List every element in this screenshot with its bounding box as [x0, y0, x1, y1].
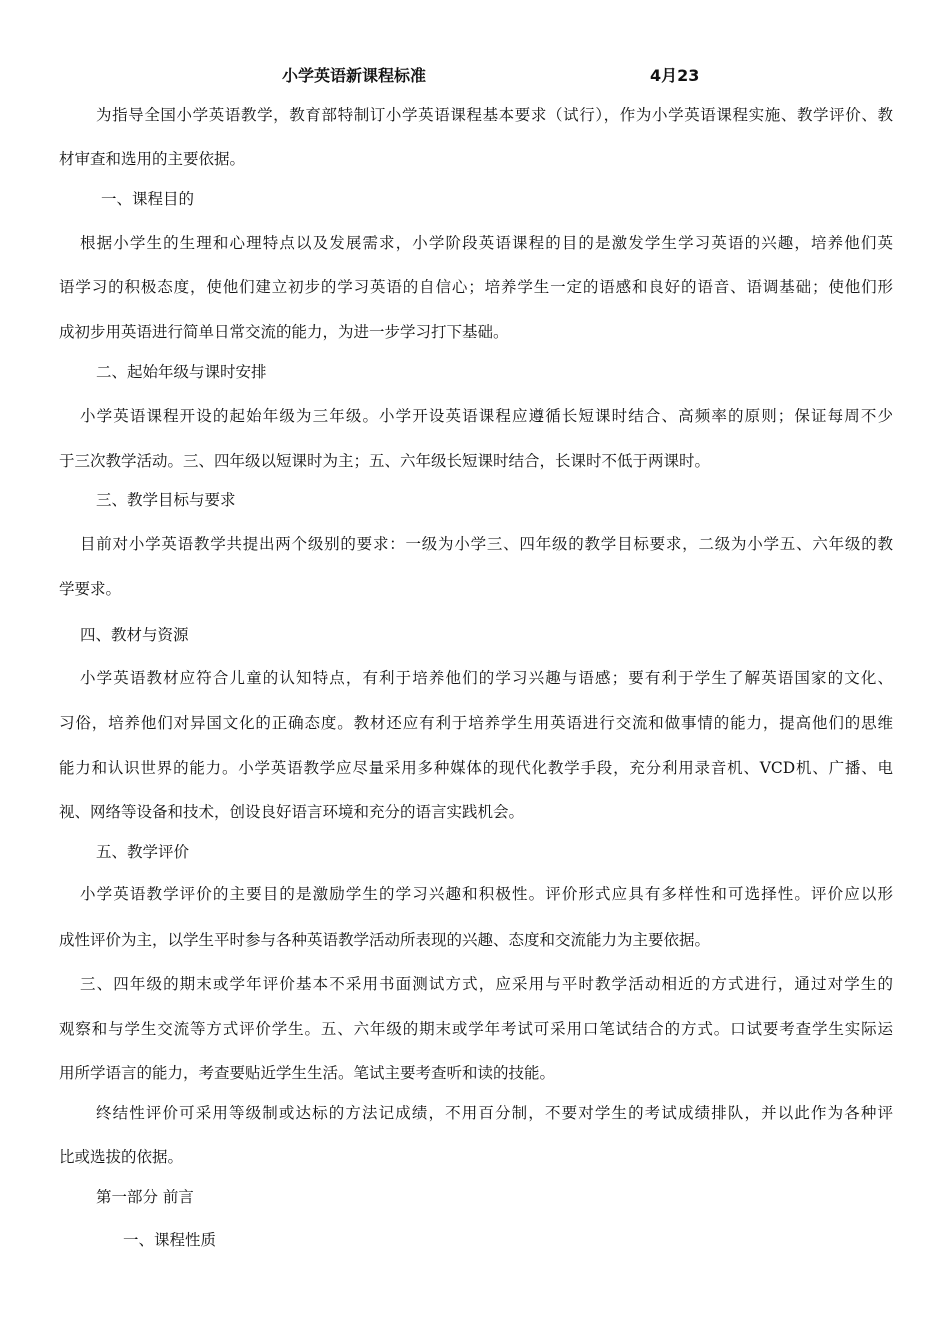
paragraph-line: 终结性评价可采用等级制或达标的方法记成绩，不用百分制，不要对学生的考试成绩排队，并以此作为各种评 [96, 1104, 893, 1122]
part-heading: 第一部分 前言 [96, 1188, 194, 1206]
section-heading: 一、课程性质 [123, 1231, 217, 1249]
paragraph-line: 为指导全国小学英语教学，教育部特制订小学英语课程基本要求（试行），作为小学英语课程实施、教学评价、教 [96, 106, 893, 124]
paragraph-line: 于三次教学活动。三、四年级以短课时为主；五、六年级长短课时结合，长课时不低于两课时。 [59, 452, 711, 470]
document-title: 小学英语新课程标准 [282, 66, 427, 85]
section-heading: 四、教材与资源 [80, 626, 189, 644]
paragraph-line: 根据小学生的生理和心理特点以及发展需求，小学阶段英语课程的目的是激发学生学习英语的兴趣，培养他们英 [80, 234, 893, 252]
section-heading: 一、课程目的 [101, 190, 195, 208]
paragraph-line: 语学习的积极态度，使他们建立初步的学习英语的自信心；培养学生一定的语感和良好的语音、语调基础；使他们形 [59, 278, 893, 296]
paragraph-line: 习俗，培养他们对异国文化的正确态度。教材还应有利于培养学生用英语进行交流和做事情的能力，提高他们的思维 [59, 714, 893, 732]
paragraph-line: 比或选拔的依据。 [59, 1148, 184, 1166]
paragraph-line: 用所学语言的能力，考查要贴近学生生活。笔试主要考查听和读的技能。 [59, 1064, 556, 1082]
paragraph-line: 小学英语教学评价的主要目的是激励学生的学习兴趣和积极性。评价形式应具有多样性和可选择性。评价应以形 [80, 885, 893, 903]
paragraph-line: 目前对小学英语教学共提出两个级别的要求：一级为小学三、四年级的教学目标要求，二级为小学五、六年级的教 [80, 535, 893, 553]
paragraph-line: 材审查和选用的主要依据。 [59, 150, 246, 168]
section-heading: 五、教学评价 [96, 843, 190, 861]
paragraph-line: 观察和与学生交流等方式评价学生。五、六年级的期末或学年考试可采用口笔试结合的方式。口试要考查学生实际运 [59, 1020, 893, 1038]
paragraph-line: 成初步用英语进行简单日常交流的能力，为进一步学习打下基础。 [59, 323, 509, 341]
paragraph-line: 小学英语课程开设的起始年级为三年级。小学开设英语课程应遵循长短课时结合、高频率的原则；保证每周不少 [80, 407, 893, 425]
section-heading: 三、教学目标与要求 [96, 491, 236, 509]
paragraph-line: 三、四年级的期末或学年评价基本不采用书面测试方式，应采用与平时教学活动相近的方式进行，通过对学生的 [80, 975, 893, 993]
paragraph-line: 能力和认识世界的能力。小学英语教学应尽量采用多种媒体的现代化教学手段，充分利用录音机、VCD机、广播、电 [59, 759, 893, 777]
paragraph-line: 小学英语教材应符合儿童的认知特点，有利于培养他们的学习兴趣与语感；要有利于学生了解英语国家的文化、 [80, 669, 893, 687]
paragraph-line: 成性评价为主，以学生平时参与各种英语教学活动所表现的兴趣、态度和交流能力为主要依据。 [59, 931, 711, 949]
paragraph-line: 视、网络等设备和技术，创设良好语言环境和充分的语言实践机会。 [59, 803, 525, 821]
paragraph-line: 学要求。 [59, 580, 122, 598]
section-heading: 二、起始年级与课时安排 [96, 363, 267, 381]
document-date: 4月23 [650, 66, 700, 85]
